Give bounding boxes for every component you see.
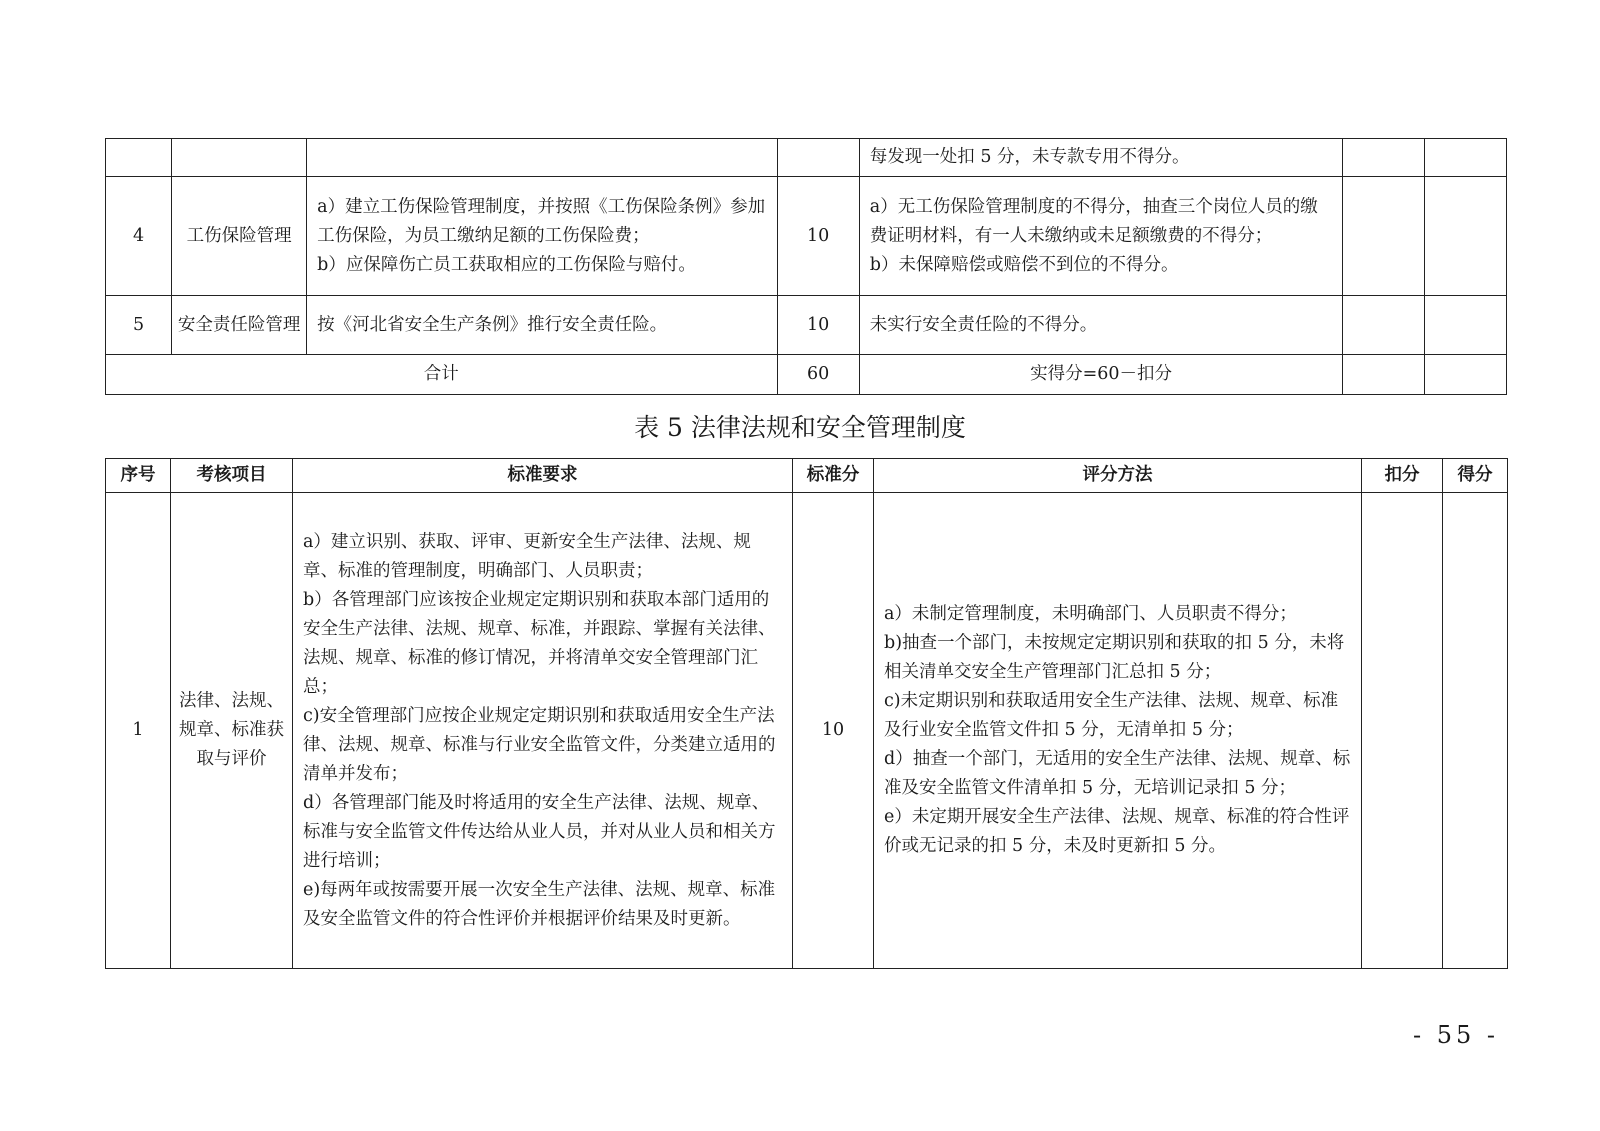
requirements-cell [293,493,793,969]
requirement-line: b）应保障伤亡员工获取相应的工伤保险与赔付。 [317,254,696,275]
header-method: 评分方法 [874,459,1362,493]
no-cell [106,139,172,177]
requirement-line: c)安全管理部门应按企业规定定期识别和获取适用安全生产法律、法规、规章、标准与行业安全监管文件，分类建立适用的清单并发布； [303,705,776,784]
method-line: b)抽查一个部门，未按规定定期识别和获取的扣 5 分，未将相关清单交安全生产管理部门汇总扣 5 分； [884,633,1345,682]
method-cell: 每发现一处扣 5 分，未专款专用不得分。 [859,139,1343,177]
method-line: a）无工伤保险管理制度的不得分，抽查三个岗位人员的缴费证明材料，有一人未缴纳或未足额缴费的不得分； [869,196,1318,246]
table4-continued [105,138,1507,395]
page-number: - 55 - [1413,1021,1500,1049]
requirements-cell [307,139,777,177]
total-row [106,355,1507,395]
result-cell [1424,139,1506,177]
deduct-cell [1343,355,1424,395]
header-row [106,459,1508,493]
result-cell [1424,296,1506,355]
table-row [106,493,1508,969]
item-cell: 法律、法规、规章、标准获取与评价 [171,493,293,969]
deduct-cell [1343,177,1424,296]
header-no: 序号 [106,459,171,493]
no-cell: 5 [106,296,172,355]
item-cell [172,139,307,177]
header-result: 得分 [1443,459,1508,493]
item-cell: 工伤保险管理 [172,177,307,296]
result-cell [1424,355,1506,395]
no-cell: 4 [106,177,172,296]
header-requirements: 标准要求 [293,459,793,493]
method-cell [859,177,1343,296]
score-cell: 10 [793,493,874,969]
requirement-line: a）建立工伤保险管理制度，并按照《工伤保险条例》参加工伤保险，为员工缴纳足额的工伤保险费； [317,196,766,246]
requirement-line: a）建立识别、获取、评审、更新安全生产法律、法规、规章、标准的管理制度，明确部门、人员职责； [303,531,751,581]
method-line: a）未制定管理制度，未明确部门、人员职责不得分； [884,604,1297,624]
method-cell [874,493,1362,969]
method-line: d）抽查一个部门，无适用的安全生产法律、法规、规章、标准及安全监管文件清单扣 5 分，无培训记录扣 5 分； [884,749,1351,798]
requirement-line: d）各管理部门能及时将适用的安全生产法律、法规、规章、标准与安全监管文件传达给从业人员，并对从业人员和相关方进行培训； [303,792,776,871]
table5-title: 表 5 法律法规和安全管理制度 [634,413,966,442]
table5 [105,458,1508,969]
no-cell: 1 [106,493,171,969]
table-row [106,177,1507,296]
requirements-cell: 按《河北省安全生产条例》推行安全责任险。 [307,296,777,355]
deduct-cell [1362,493,1443,969]
header-item: 考核项目 [171,459,293,493]
deduct-cell [1343,296,1424,355]
method-line: e）未定期开展安全生产法律、法规、规章、标准的符合性评价或无记录的扣 5 分，未及时更新扣 5 分。 [884,807,1350,856]
method-line: c)未定期识别和获取适用安全生产法律、法规、规章、标准及行业安全监管文件扣 5 分，无清单扣 5 分； [884,691,1339,740]
total-label: 合计 [106,355,778,395]
method-cell: 未实行安全责任险的不得分。 [859,296,1343,355]
header-deduct: 扣分 [1362,459,1443,493]
item-cell: 安全责任险管理 [172,296,307,355]
score-cell: 10 [777,296,859,355]
deduct-cell [1343,139,1424,177]
score-cell [777,139,859,177]
result-cell [1424,177,1506,296]
total-formula: 实得分=60－扣分 [859,355,1343,395]
table-row [106,296,1507,355]
method-line: b）未保障赔偿或赔偿不到位的不得分。 [869,254,1179,275]
total-score: 60 [777,355,859,395]
requirement-line: b）各管理部门应该按企业规定定期识别和获取本部门适用的安全生产法律、法规、规章、标准，并跟踪、掌握有关法律、法规、规章、标准的修订情况，并将清单交安全管理部门汇总； [303,589,776,697]
result-cell [1443,493,1508,969]
score-cell: 10 [777,177,859,296]
header-score: 标准分 [793,459,874,493]
requirement-line: e)每两年或按需要开展一次安全生产法律、法规、规章、标准及安全监管文件的符合性评价并根据评价结果及时更新。 [303,879,776,929]
table-row [106,139,1507,177]
requirements-cell [307,177,777,296]
